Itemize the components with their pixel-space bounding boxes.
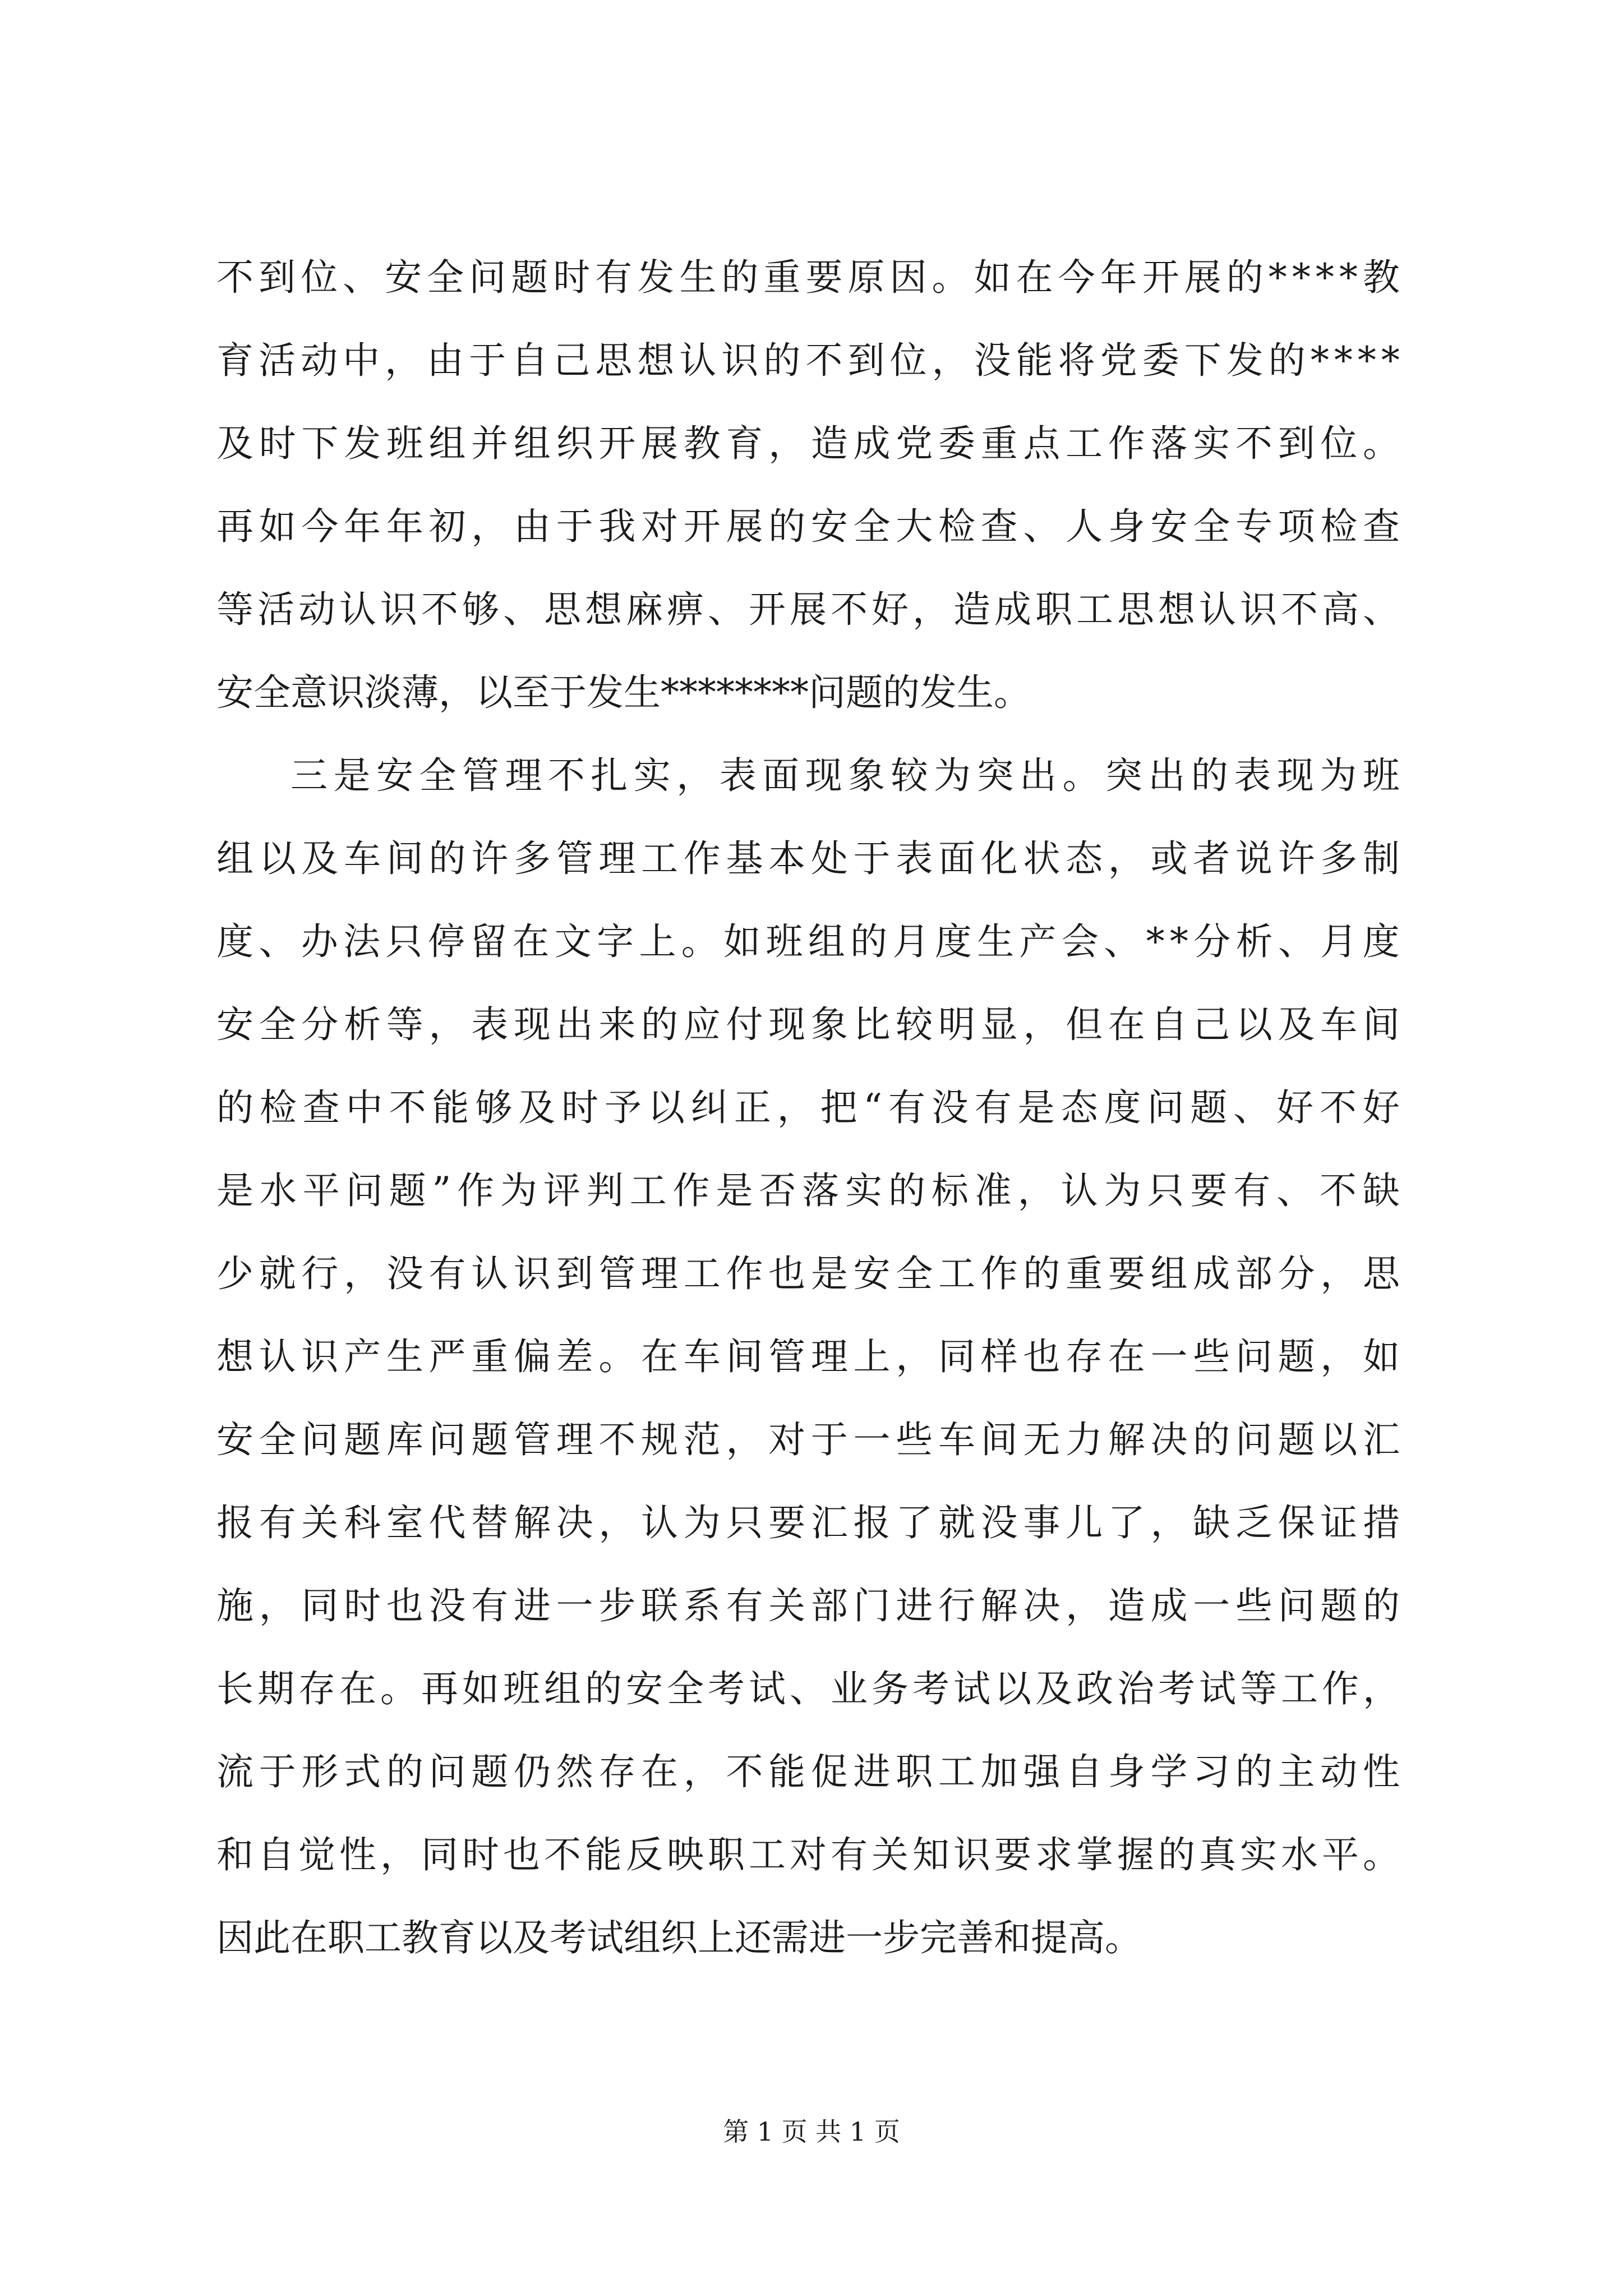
text-line: 不 到 位 、 安 全 问 题 时 有 发 生 的 重 要 原 因 。 如 在 今 年 开 展 的 * * * * 教	[216, 256, 1400, 299]
text-line: 少 就 行 ， 没 有 认 识 到 管 理 工 作 也 是 安 全 工 作 的 重 要 组 成 部 分 ， 思	[216, 1252, 1400, 1295]
text-line: 安 全 分 析 等 ， 表 现 出 来 的 应 付 现 象 比 较 明 显 ， 但 在 自 己 以 及 车 间	[216, 1003, 1400, 1046]
text-line: 施 ， 同 时 也 没 有 进 一 步 联 系 有 关 部 门 进 行 解 决 ， 造 成 一 些 问 题 的	[216, 1584, 1400, 1627]
text-line: 的 检 查 中 不 能 够 及 时 予 以 纠 正 ， 把 “ 有 没 有 是 态 度 问 题 、 好 不 好	[216, 1086, 1400, 1129]
text-line: 等 活 动 认 识 不 够 、 思 想 麻 痹 、 开 展 不 好 ， 造 成 职 工 思 想 认 识 不 高 、	[216, 588, 1400, 631]
text-line: 因此在职工教育以及考试组织上还需进一步完善和提高。	[216, 1916, 1142, 1959]
text-line: 度 、 办 法 只 停 留 在 文 字 上 。 如 班 组 的 月 度 生 产 会 、 * * 分 析 、 月 度	[216, 920, 1400, 963]
text-line: 长 期 存 在 。 再 如 班 组 的 安 全 考 试 、 业 务 考 试 以 及 政 治 考 试 等 工 作 ，	[216, 1667, 1400, 1710]
text-line: 及 时 下 发 班 组 并 组 织 开 展 教 育 ， 造 成 党 委 重 点 工 作 落 实 不 到 位 。	[216, 422, 1400, 465]
text-line: 育 活 动 中 ， 由 于 自 己 思 想 认 识 的 不 到 位 ， 没 能 将 党 委 下 发 的 * * * *	[216, 339, 1400, 382]
text-line: 流 于 形 式 的 问 题 仍 然 存 在 ， 不 能 促 进 职 工 加 强 自 身 学 习 的 主 动 性	[216, 1750, 1400, 1793]
text-line: 安全意识淡薄，以至于发生********问题的发生。	[216, 671, 1031, 714]
text-line: 是 水 平 问 题 ” 作 为 评 判 工 作 是 否 落 实 的 标 准 ， 认 为 只 要 有 、 不 缺	[216, 1169, 1400, 1212]
text-line: 组 以 及 车 间 的 许 多 管 理 工 作 基 本 处 于 表 面 化 状 态 ， 或 者 说 许 多 制	[216, 837, 1400, 880]
paragraph-first-line: 三 是 安 全 管 理 不 扎 实 ， 表 面 现 象 较 为 突 出 。 突 出 的 表 现 为 班	[291, 754, 1400, 797]
text-line: 再 如 今 年 年 初 ， 由 于 我 对 开 展 的 安 全 大 检 查 、 人 身 安 全 专 项 检 查	[216, 505, 1400, 548]
text-line: 想 认 识 产 生 严 重 偏 差 。 在 车 间 管 理 上 ， 同 样 也 存 在 一 些 问 题 ， 如	[216, 1335, 1400, 1378]
page-footer: 第 1 页 共 1 页	[723, 2116, 900, 2147]
text-line: 和 自 觉 性 ， 同 时 也 不 能 反 映 职 工 对 有 关 知 识 要 求 掌 握 的 真 实 水 平 。	[216, 1833, 1400, 1876]
text-line: 报 有 关 科 室 代 替 解 决 ， 认 为 只 要 汇 报 了 就 没 事 儿 了 ， 缺 乏 保 证 措	[216, 1501, 1400, 1544]
text-line: 安 全 问 题 库 问 题 管 理 不 规 范 ， 对 于 一 些 车 间 无 力 解 决 的 问 题 以 汇	[216, 1418, 1400, 1461]
